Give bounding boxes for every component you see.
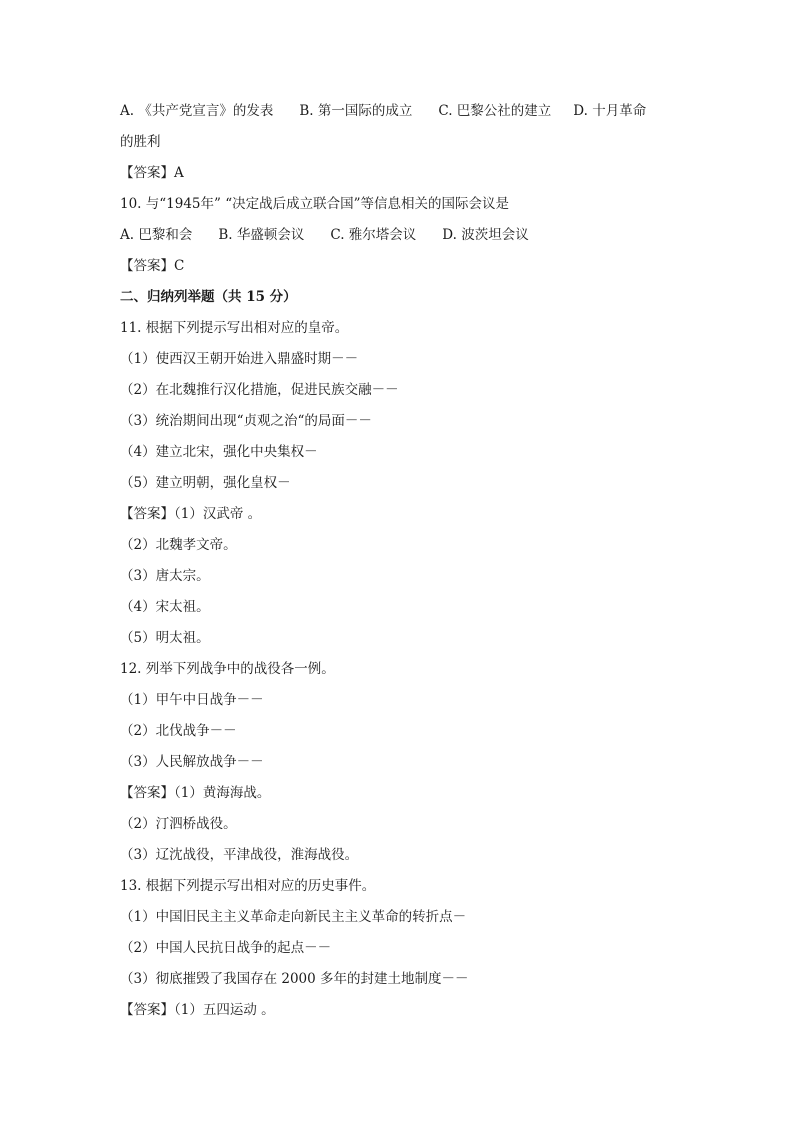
q12-stem: 12. 列举下列战争中的战役各一例。 — [120, 661, 335, 677]
q13-item-3: （3）彻底摧毁了我国存在 2000 多年的封建土地制度－－ — [120, 971, 469, 987]
q11-answer-4: （4）宋太祖。 — [120, 599, 210, 615]
document-page — [120, 96, 676, 1026]
q12-item-2: （2）北伐战争－－ — [120, 723, 237, 739]
q9-answer: 【答案】A — [120, 165, 184, 181]
q11-answer-5: （5）明太祖。 — [120, 630, 210, 646]
q12-item-3: （3）人民解放战争－－ — [120, 754, 264, 770]
q11-item-2: （2）在北魏推行汉化措施，促进民族交融－－ — [120, 382, 399, 398]
q13-stem: 13. 根据下列提示写出相对应的历史事件。 — [120, 878, 376, 894]
q10-option-d: D. 波茨坦会议 — [442, 227, 529, 243]
q11-item-5: （5）建立明朝，强化皇权－ — [120, 475, 291, 491]
q10-option-b: B. 华盛顿会议 — [218, 227, 305, 243]
q10-option-c: C. 雅尔塔会议 — [330, 227, 417, 243]
q12-answer-2: （2）汀泗桥战役。 — [120, 816, 237, 832]
q11-answer-2: （2）北魏孝文帝。 — [120, 537, 237, 553]
q11-item-3: （3）统治期间出现“贞观之治“的局面－－ — [120, 413, 372, 429]
q10-stem: 10. 与“1945年” “决定战后成立联合国”等信息相关的国际会议是 — [120, 196, 510, 212]
q11-answer-3: （3）唐太宗。 — [120, 568, 210, 584]
q10-options — [120, 220, 676, 251]
q11-item-1: （1）使西汉王朝开始进入鼎盛时期－－ — [120, 351, 359, 367]
q10-answer: 【答案】C — [120, 258, 185, 274]
q13-answer-1: 【答案】（1）五四运动 。 — [120, 1002, 275, 1018]
q13-item-1: （1）中国旧民主主义革命走向新民主主义革命的转折点－ — [120, 909, 467, 925]
q10-option-a: A. 巴黎和会 — [120, 227, 193, 243]
q11-answer-1: 【答案】（1）汉武帝 。 — [120, 506, 262, 522]
q12-answer-1: 【答案】（1）黄海海战。 — [120, 785, 271, 801]
q9-option-d: D. 十月革命 — [573, 103, 647, 119]
q13-item-2: （2）中国人民抗日战争的起点－－ — [120, 940, 332, 956]
q12-answer-3: （3）辽沈战役，平津战役，淮海战役。 — [120, 847, 359, 863]
q11-item-4: （4）建立北宋，强化中央集权－ — [120, 444, 318, 460]
q9-option-d-continuation: 的胜利 — [120, 134, 161, 150]
q9-option-c: C. 巴黎公社的建立 — [438, 103, 552, 119]
section-heading: 二、归纳列举题（共 15 分） — [120, 289, 297, 305]
q9-option-b: B. 第一国际的成立 — [299, 103, 413, 119]
q9-options — [120, 96, 676, 127]
q11-stem: 11. 根据下列提示写出相对应的皇帝。 — [120, 320, 349, 336]
q12-item-1: （1）甲午中日战争－－ — [120, 692, 264, 708]
q9-option-a: A. 《共产党宣言》的发表 — [120, 103, 274, 119]
